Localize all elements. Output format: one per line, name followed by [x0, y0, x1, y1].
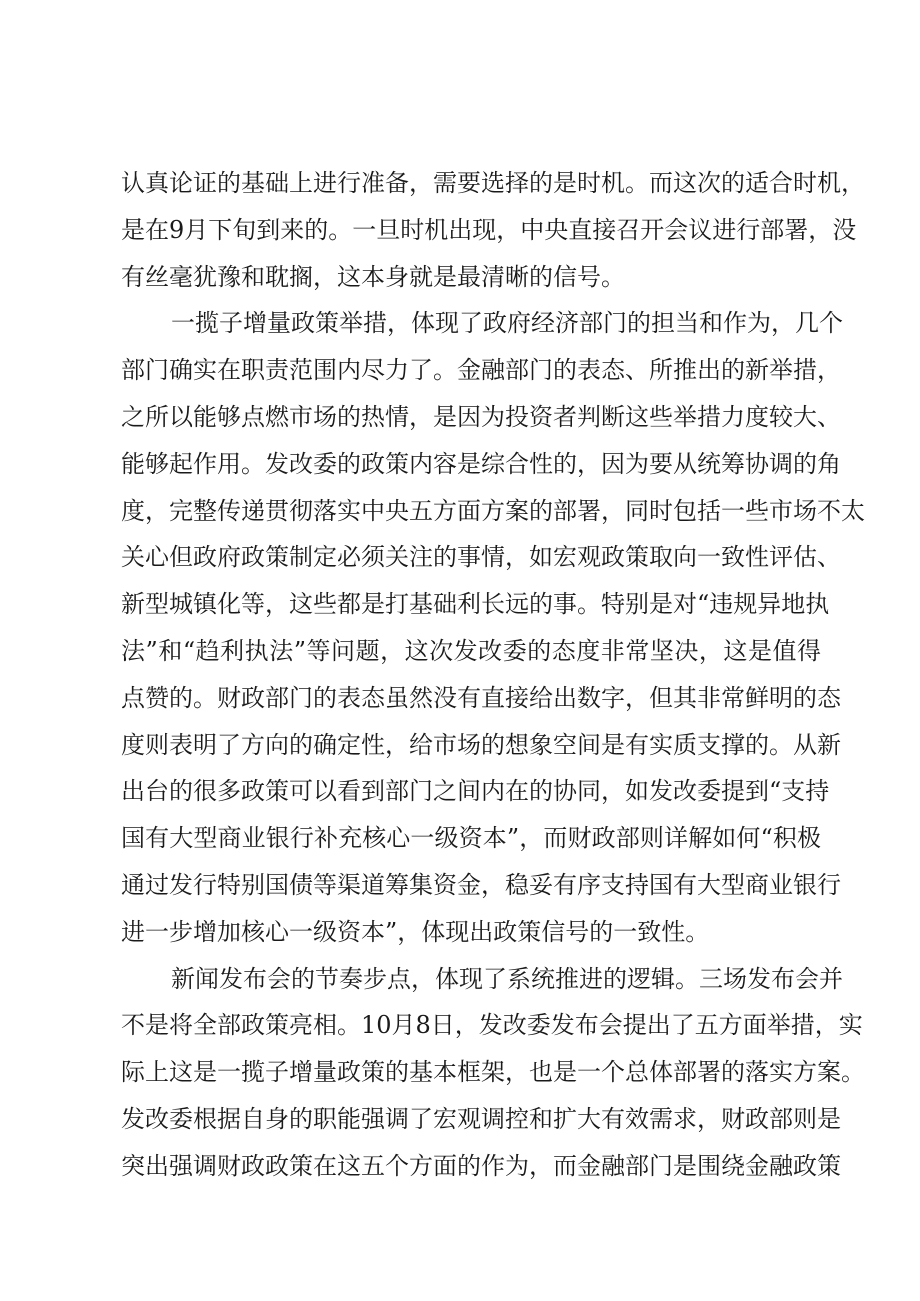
text-line: 是在9月下旬到来的。一旦时机出现，中央直接召开会议进行部署，没	[121, 215, 857, 244]
document-body	[121, 160, 865, 1190]
text-line: 发改委根据自身的职能强调了宏观调控和扩大有效需求，财政部则是	[121, 1104, 841, 1133]
text-line: 之所以能够点燃市场的热情，是因为投资者判断这些举措力度较大、	[121, 402, 841, 431]
text-line: 新闻发布会的节奏步点，体现了系统推进的逻辑。三场发布会并	[171, 964, 843, 993]
text-line: 新型城镇化等，这些都是打基础利长远的事。特别是对“违规异地执	[121, 590, 830, 619]
text-line: 不是将全部政策亮相。10月8日，发改委发布会提出了五方面举措，实	[121, 1011, 863, 1040]
paragraph-2	[121, 300, 865, 955]
text-line: 进一步增加核心一级资本”，体现出政策信号的一致性。	[121, 917, 710, 946]
text-line: 认真论证的基础上进行准备，需要选择的是时机。而这次的适合时机，	[121, 169, 865, 197]
text-line: 国有大型商业银行补充核心一级资本”，而财政部则详解如何“积极	[121, 824, 821, 853]
text-line: 有丝毫犹豫和耽搁，这本身就是最清晰的信号。	[121, 262, 625, 291]
text-line: 点赞的。财政部门的表态虽然没有直接给出数字，但其非常鲜明的态	[121, 683, 841, 712]
text-line: 部门确实在职责范围内尽力了。金融部门的表态、所推出的新举措，	[121, 356, 841, 385]
text-line: 通过发行特别国债等渠道筹集资金，稳妥有序支持国有大型商业银行	[121, 870, 841, 899]
text-line: 关心但政府政策制定必须关注的事情，如宏观政策取向一致性评估、	[121, 543, 841, 572]
text-line: 突出强调财政政策在这五个方面的作为，而金融部门是围绕金融政策	[121, 1151, 841, 1180]
text-line: 际上这是一揽子增量政策的基本框架，也是一个总体部署的落实方案。	[121, 1058, 865, 1087]
paragraph-3	[121, 956, 865, 1190]
text-line: 一揽子增量政策举措，体现了政府经济部门的担当和作为，几个	[171, 309, 843, 338]
text-line: 能够起作用。发改委的政策内容是综合性的，因为要从统筹协调的角	[121, 449, 841, 478]
text-line: 度则表明了方向的确定性，给市场的想象空间是有实质支撑的。从新	[121, 730, 841, 759]
text-line: 出台的很多政策可以看到部门之间内在的协同，如发改委提到“支持	[121, 777, 830, 806]
text-line: 法”和“趋利执法”等问题，这次发改委的态度非常坚决，这是值得	[121, 636, 821, 665]
text-line: 度，完整传递贯彻落实中央五方面方案的部署，同时包括一些市场不太	[121, 496, 865, 525]
paragraph-1	[121, 160, 865, 300]
